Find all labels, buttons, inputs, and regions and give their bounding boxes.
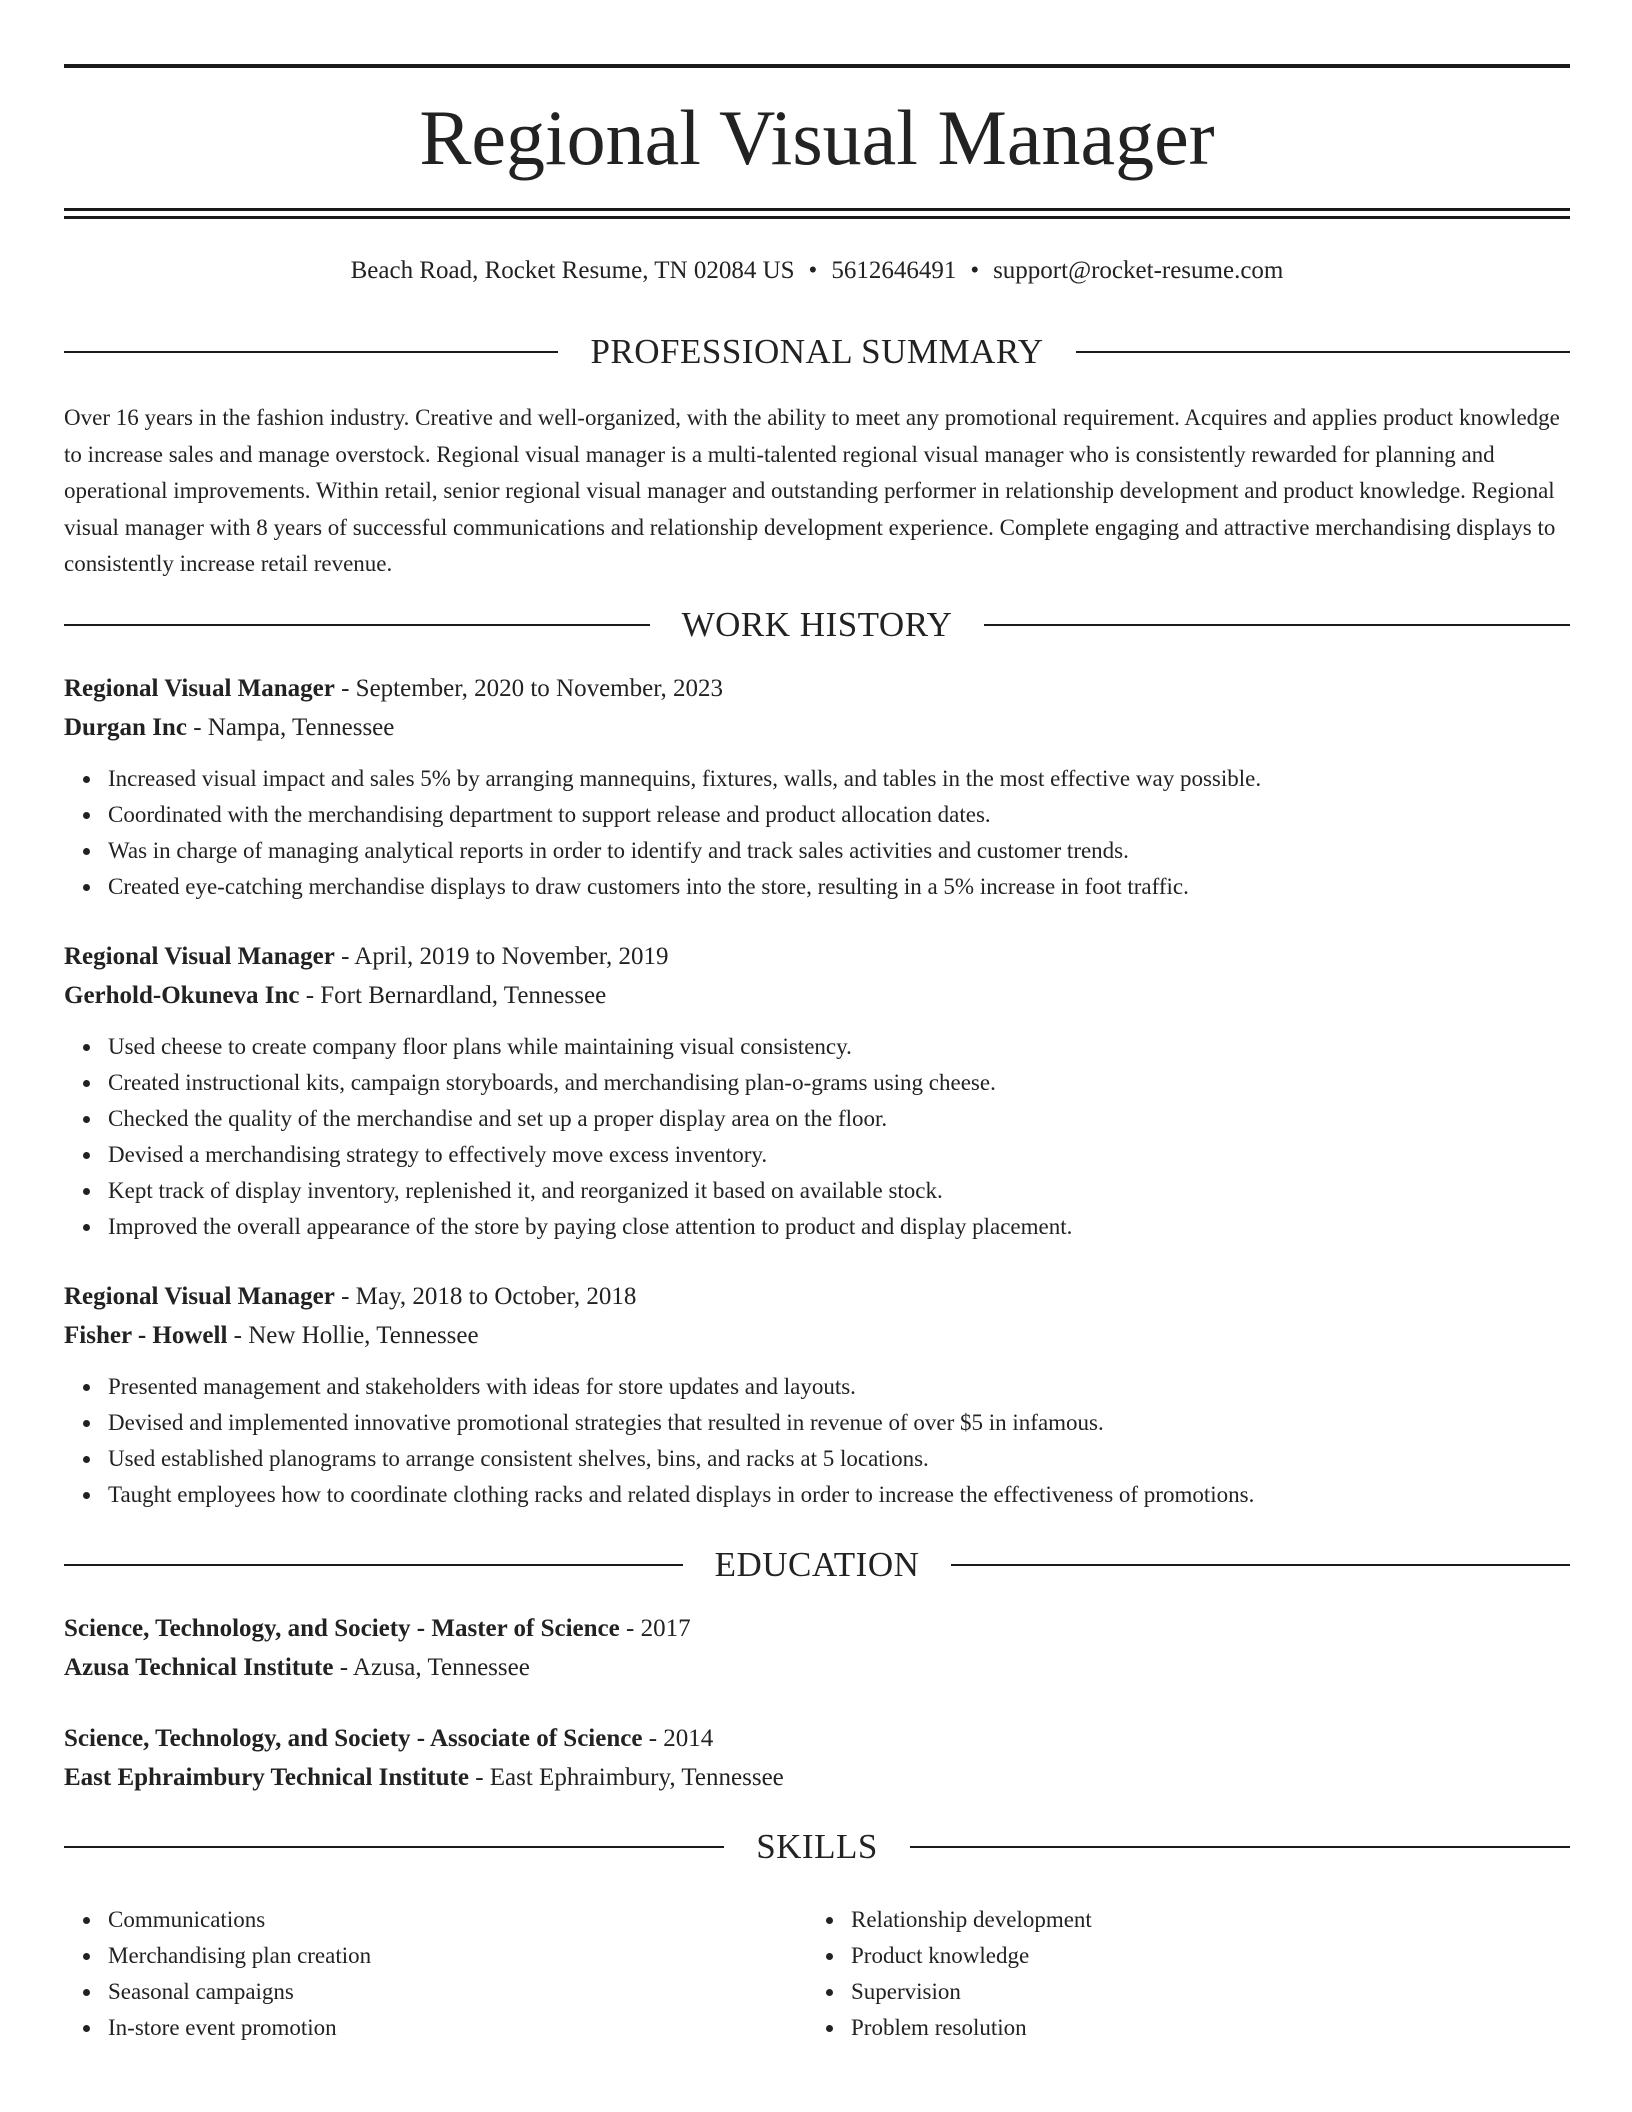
- skills-column-left: [64, 1902, 764, 2046]
- contact-separator: •: [970, 257, 980, 284]
- heading-rule-left: [64, 1564, 683, 1566]
- heading-rule-left: [64, 624, 650, 626]
- skills-column-right: [807, 1902, 1507, 2046]
- resume-title: Regional Visual Manager: [419, 94, 1215, 181]
- list-item: Devised and implemented innovative promotional strategies that resulted in revenue of over $5 in infamous.: [108, 1405, 1570, 1441]
- heading-rule-right: [1076, 351, 1570, 353]
- heading-rule-left: [64, 351, 558, 353]
- school-location: - Azusa, Tennessee: [333, 1654, 530, 1681]
- job-dates: - April, 2019 to November, 2019: [334, 943, 669, 970]
- job-entry: [64, 1277, 1570, 1513]
- job-entry: [64, 937, 1570, 1245]
- list-item: Created instructional kits, campaign storyboards, and merchandising plan-o-grams using cheese.: [108, 1065, 1570, 1101]
- school-location: - East Ephraimbury, Tennessee: [468, 1764, 784, 1791]
- list-item: Coordinated with the merchandising department to support release and product allocation dates.: [108, 797, 1570, 833]
- heading-rule-left: [64, 1846, 724, 1848]
- job-company: Gerhold-Okuneva Inc: [64, 982, 300, 1009]
- summary-heading: [64, 330, 1570, 374]
- job-title-line: [64, 1277, 1570, 1316]
- job-duties-list: [64, 1369, 1570, 1513]
- degree-year: - 2017: [619, 1615, 691, 1642]
- skills-heading: [64, 1825, 1570, 1869]
- list-item: Checked the quality of the merchandise and set up a proper display area on the floor.: [108, 1101, 1570, 1137]
- skill-item: Seasonal campaigns: [108, 1974, 764, 2010]
- school-name: Azusa Technical Institute: [64, 1654, 334, 1681]
- heading-rule-right: [984, 624, 1570, 626]
- education-heading: [64, 1543, 1570, 1587]
- job-title-line: [64, 669, 1570, 708]
- contact-phone: 5612646491: [831, 257, 957, 284]
- education-entry: [64, 1719, 1570, 1797]
- contact-email[interactable]: support@rocket-resume.com: [993, 257, 1284, 284]
- skill-item: In-store event promotion: [108, 2010, 764, 2046]
- education-entry: [64, 1609, 1570, 1687]
- skills-list: [807, 1902, 1507, 2046]
- job-company: Durgan Inc: [64, 714, 187, 741]
- skill-item: Supervision: [851, 1974, 1507, 2010]
- job-company-line: [64, 1316, 1570, 1355]
- header-rule-lower: [64, 216, 1570, 219]
- degree-line: [64, 1719, 1570, 1758]
- job-entry: [64, 669, 1570, 905]
- job-location: - Fort Bernardland, Tennessee: [299, 982, 607, 1009]
- summary-text: Over 16 years in the fashion industry. Creative and well-organized, with the ability to meet any promotional requirement. Acquires and applies product knowledge to increase sales and manage overstock. Regional visual manager is a multi-talented regional visual manager who is consistently rewarded for planning and operational improvements. Within retail, senior regional visual manager and outstanding performer in relationship development and product knowledge. Regional visual manager with 8 years of successful communications and relationship development experience. Complete engaging and attractive merchandising displays to consistently increase retail revenue.: [64, 405, 1560, 576]
- list-item: Presented management and stakeholders with ideas for store updates and layouts.: [108, 1369, 1570, 1405]
- skill-item: Merchandising plan creation: [108, 1938, 764, 1974]
- degree-line: [64, 1609, 1570, 1648]
- list-item: Increased visual impact and sales 5% by arranging mannequins, fixtures, walls, and tables in the most effective way possible.: [108, 761, 1570, 797]
- job-dates: - May, 2018 to October, 2018: [334, 1283, 637, 1310]
- job-location: - New Hollie, Tennessee: [227, 1322, 479, 1349]
- work-heading-label: WORK HISTORY: [681, 605, 953, 644]
- school-line: [64, 1648, 1570, 1687]
- job-title: Regional Visual Manager: [64, 1283, 335, 1310]
- skill-item: Relationship development: [851, 1902, 1507, 1938]
- job-duties-list: [64, 1029, 1570, 1245]
- list-item: Used cheese to create company floor plans while maintaining visual consistency.: [108, 1029, 1570, 1065]
- degree-name: Science, Technology, and Society - Associate of Science: [64, 1725, 643, 1752]
- degree-year: - 2014: [642, 1725, 714, 1752]
- skills-heading-label: SKILLS: [756, 1827, 878, 1866]
- school-line: [64, 1758, 1570, 1797]
- contact-line: [64, 253, 1570, 289]
- list-item: Taught employees how to coordinate clothing racks and related displays in order to increase the effectiveness of promotions.: [108, 1477, 1570, 1513]
- header-rule-upper: [64, 208, 1570, 211]
- work-heading: [64, 603, 1570, 647]
- job-company-line: [64, 708, 1570, 747]
- list-item: Devised a merchandising strategy to effectively move excess inventory.: [108, 1137, 1570, 1173]
- heading-rule-right: [951, 1564, 1570, 1566]
- list-item: Created eye-catching merchandise displays to draw customers into the store, resulting in a 5% increase in foot traffic.: [108, 869, 1570, 905]
- skill-item: Product knowledge: [851, 1938, 1507, 1974]
- list-item: Kept track of display inventory, replenished it, and reorganized it based on available stock.: [108, 1173, 1570, 1209]
- summary-heading-label: PROFESSIONAL SUMMARY: [590, 332, 1044, 371]
- list-item: Used established planograms to arrange consistent shelves, bins, and racks at 5 locations.: [108, 1441, 1570, 1477]
- skill-item: Communications: [108, 1902, 764, 1938]
- degree-name: Science, Technology, and Society - Master of Science: [64, 1615, 620, 1642]
- job-dates: - September, 2020 to November, 2023: [334, 675, 724, 702]
- list-item: Was in charge of managing analytical reports in order to identify and track sales activities and customer trends.: [108, 833, 1570, 869]
- heading-rule-right: [910, 1846, 1570, 1848]
- skill-item: Problem resolution: [851, 2010, 1507, 2046]
- contact-separator: •: [808, 257, 818, 284]
- job-duties-list: [64, 761, 1570, 905]
- job-company: Fisher - Howell: [64, 1322, 228, 1349]
- header-top-rule: [64, 64, 1570, 68]
- job-title-line: [64, 937, 1570, 976]
- job-title: Regional Visual Manager: [64, 943, 335, 970]
- education-heading-label: EDUCATION: [714, 1545, 920, 1584]
- list-item: Improved the overall appearance of the store by paying close attention to product and display placement.: [108, 1209, 1570, 1245]
- skills-list: [64, 1902, 764, 2046]
- job-title: Regional Visual Manager: [64, 675, 335, 702]
- job-company-line: [64, 976, 1570, 1015]
- school-name: East Ephraimbury Technical Institute: [64, 1764, 469, 1791]
- contact-address: Beach Road, Rocket Resume, TN 02084 US: [350, 257, 795, 284]
- job-location: - Nampa, Tennessee: [186, 714, 395, 741]
